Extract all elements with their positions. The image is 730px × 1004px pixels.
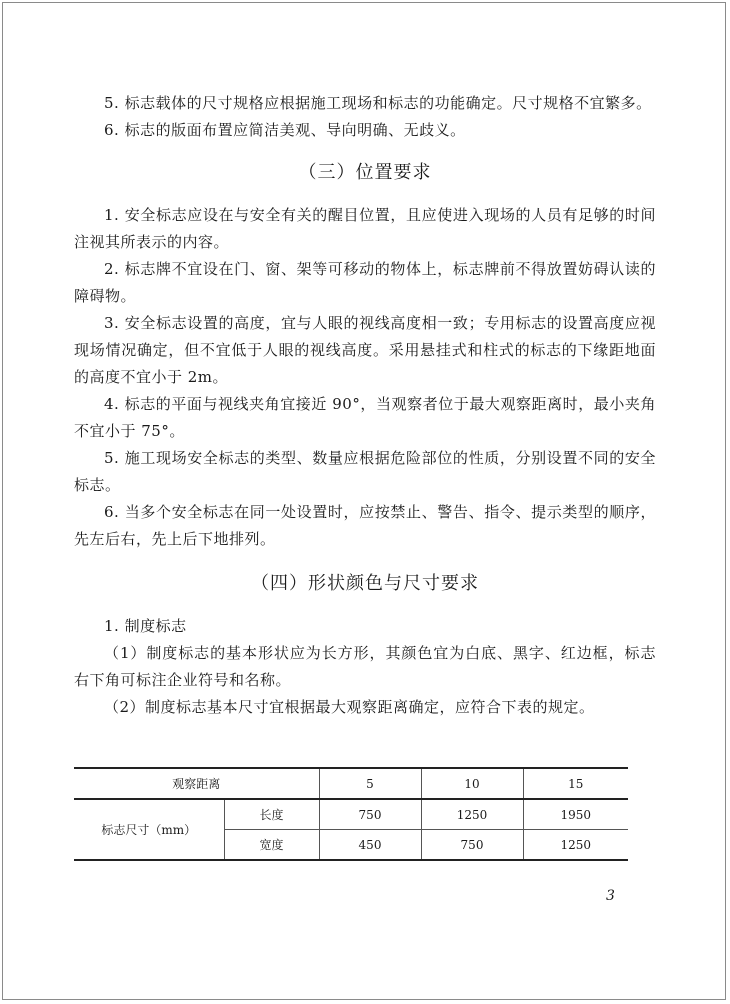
paragraph: 5. 标志载体的尺寸规格应根据施工现场和标志的功能确定。尺寸规格不宜繁多。 bbox=[104, 94, 652, 112]
table-row bbox=[74, 799, 628, 830]
table-header-cell: 15 bbox=[523, 768, 628, 799]
table-header-cell: 10 bbox=[421, 768, 523, 799]
table-header-cell: 5 bbox=[319, 768, 421, 799]
paragraph: （1）制度标志的基本形状应为长方形，其颜色宜为白底、黑字、红边框，标志右下角可标注企业符号和名称。 bbox=[74, 644, 656, 689]
paragraph: 2. 标志牌不宜设在门、窗、架等可移动的物体上，标志牌前不得放置妨碍认读的障碍物。 bbox=[74, 260, 656, 305]
section-heading: （三）位置要求 bbox=[298, 162, 432, 183]
table-header-label: 观察距离 bbox=[74, 768, 319, 799]
paragraph: 1. 制度标志 bbox=[104, 617, 187, 635]
paragraph: 3. 安全标志设置的高度，宜与人眼的视线高度相一致；专用标志的设置高度应视现场情况确定，但不宜低于人眼的视线高度。采用悬挂式和柱式的标志的下缘距地面的高度不宜小于 2m。 bbox=[74, 314, 656, 386]
table-row-label: 长度 bbox=[224, 799, 319, 830]
table-header-row bbox=[74, 768, 628, 799]
table-cell: 1250 bbox=[421, 799, 523, 830]
paragraph: 6. 标志的版面布置应简洁美观、导向明确、无歧义。 bbox=[104, 121, 466, 139]
table-row-label: 宽度 bbox=[224, 830, 319, 861]
section-heading: （四）形状颜色与尺寸要求 bbox=[251, 573, 479, 594]
table-cell: 450 bbox=[319, 830, 421, 861]
table-cell: 750 bbox=[319, 799, 421, 830]
paragraph: 6. 当多个安全标志在同一处设置时，应按禁止、警告、指令、提示类型的顺序，先左后右，先上后下地排列。 bbox=[74, 503, 656, 548]
table-cell: 1950 bbox=[523, 799, 628, 830]
document-body bbox=[74, 90, 656, 721]
paragraph: 1. 安全标志应设在与安全有关的醒目位置，且应使进入现场的人员有足够的时间注视其所表示的内容。 bbox=[74, 206, 656, 251]
paragraph: 4. 标志的平面与视线夹角宜接近 90°，当观察者位于最大观察距离时，最小夹角不宜小于 75°。 bbox=[74, 395, 656, 440]
paragraph: （2）制度标志基本尺寸宜根据最大观察距离确定，应符合下表的规定。 bbox=[104, 698, 595, 716]
table-row-group-label: 标志尺寸（mm） bbox=[74, 799, 224, 860]
page-number: 3 bbox=[606, 888, 615, 904]
size-table bbox=[74, 767, 628, 861]
paragraph: 5. 施工现场安全标志的类型、数量应根据危险部位的性质，分别设置不同的安全标志。 bbox=[74, 449, 656, 494]
table-cell: 750 bbox=[421, 830, 523, 861]
table-cell: 1250 bbox=[523, 830, 628, 861]
